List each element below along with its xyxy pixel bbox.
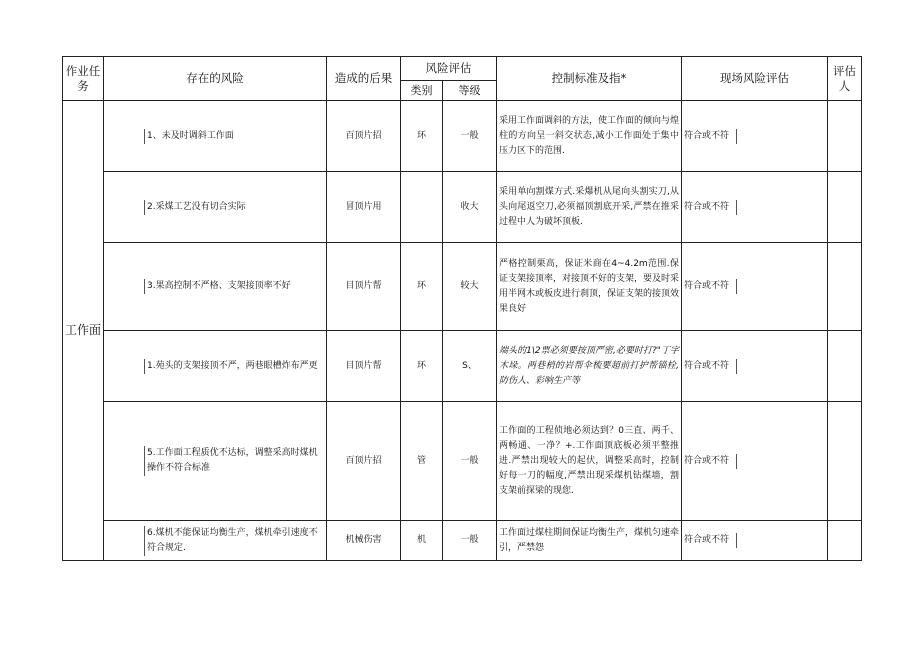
level-cell: 一般 <box>443 521 497 561</box>
header-level: 等级 <box>443 81 497 101</box>
category-cell: 环 <box>401 243 443 331</box>
header-task: 作业任务 <box>63 57 104 101</box>
consequence-cell: 冒顶片用 <box>327 172 401 243</box>
evaluator-cell <box>828 172 862 243</box>
header-evaluator: 评估人 <box>828 57 862 101</box>
consequence-cell: 百顶片招 <box>327 101 401 172</box>
assessment-cell: 符合或不符 <box>682 331 828 402</box>
evaluator-cell <box>828 402 862 521</box>
header-category: 类别 <box>401 81 443 101</box>
task-cell: 工作面 <box>63 101 104 561</box>
table-row <box>63 172 862 243</box>
level-cell: 一般 <box>443 101 497 172</box>
header-consequence: 造成的后果 <box>327 57 401 101</box>
table-row <box>63 521 862 561</box>
table-row <box>63 402 862 521</box>
assessment-cell: 符合或不符 <box>682 402 828 521</box>
control-cell: 工作面的工程侦地必须达到？0三直、两千、两畅通、一净？+.工作面顶底板必须平整推进.严禁出现较大的起伏，调整采高时，控制好每一刀的幅度,严禁出现采煤机钻煤墙，割支架前探梁的现您. <box>497 402 682 521</box>
evaluator-cell <box>828 101 862 172</box>
consequence-cell: 百顶片招 <box>327 402 401 521</box>
risk-cell: 3.果高控制不严格、支架接顶率不好 <box>104 243 327 331</box>
assessment-cell: 符合或不符 <box>682 243 828 331</box>
assessment-cell: 符合或不符 <box>682 172 828 243</box>
risk-cell: 1.苑头的支架接顶不严，两巷眼槽炸布严更 <box>104 331 327 402</box>
header-risk: 存在的风险 <box>104 57 327 101</box>
header-site-evaluation: 现场风险评估 <box>682 57 828 101</box>
evaluator-cell <box>828 243 862 331</box>
risk-cell: 6.煤机不能保证均衡生产，煤机牵引速度不符合规定. <box>104 521 327 561</box>
category-cell: 机 <box>401 521 443 561</box>
category-cell: 管 <box>401 402 443 521</box>
assessment-cell: 符合或不符 <box>682 521 828 561</box>
evaluator-cell <box>828 331 862 402</box>
level-cell: 收大 <box>443 172 497 243</box>
control-cell: 端头的1\2票必须要按顶严密,必要时打?"丁字木垛。两巷梢的岩帮伞梳要超前打护帮锚栓,防伤人、彩响生产等 <box>497 331 682 402</box>
table-row <box>63 101 862 172</box>
control-cell: 采用单向割煤方式.采爆机从尾向头割实刀,从头向尾返空刀,必须福顶割底开采,严禁在推采过程中人为破坏顶板. <box>497 172 682 243</box>
risk-cell: 5.工作面工程质优不达标，调整采高时煤机操作不符合标准 <box>104 402 327 521</box>
category-cell <box>401 172 443 243</box>
control-cell: 严格控制栗高，保证米商在4~4.2m范围.保证支架接顶率，对接顶不好的支架，要及时采用半网木或板皮进行刹顶，保证支架的接顶效果良好 <box>497 243 682 331</box>
table-row <box>63 243 862 331</box>
risk-assessment-table <box>62 56 862 561</box>
consequence-cell: 目顶片帮 <box>327 243 401 331</box>
risk-cell: 1、未及时调斜工作面 <box>104 101 327 172</box>
table-row <box>63 331 862 402</box>
category-cell: 环 <box>401 101 443 172</box>
level-cell: S、 <box>443 331 497 402</box>
header-risk-evaluation: 风险评估 <box>401 57 497 81</box>
level-cell: 较大 <box>443 243 497 331</box>
header-control-standard: 控制标准及指* <box>497 57 682 101</box>
assessment-cell: 符合或不符 <box>682 101 828 172</box>
consequence-cell: 目顶片帮 <box>327 331 401 402</box>
consequence-cell: 机械伤害 <box>327 521 401 561</box>
level-cell: 一般 <box>443 402 497 521</box>
evaluator-cell <box>828 521 862 561</box>
risk-cell: 2.采煤工艺没有切合实际 <box>104 172 327 243</box>
control-cell: 工作面过煤柱期间保证均衡生产，煤机匀速牵引，严禁怨 <box>497 521 682 561</box>
category-cell: 环 <box>401 331 443 402</box>
control-cell: 采用工作面调斜的方法，使工作面的倾向与煌柱的方向呈一斜交状态,减小工作面处于集中压力区下的范围. <box>497 101 682 172</box>
